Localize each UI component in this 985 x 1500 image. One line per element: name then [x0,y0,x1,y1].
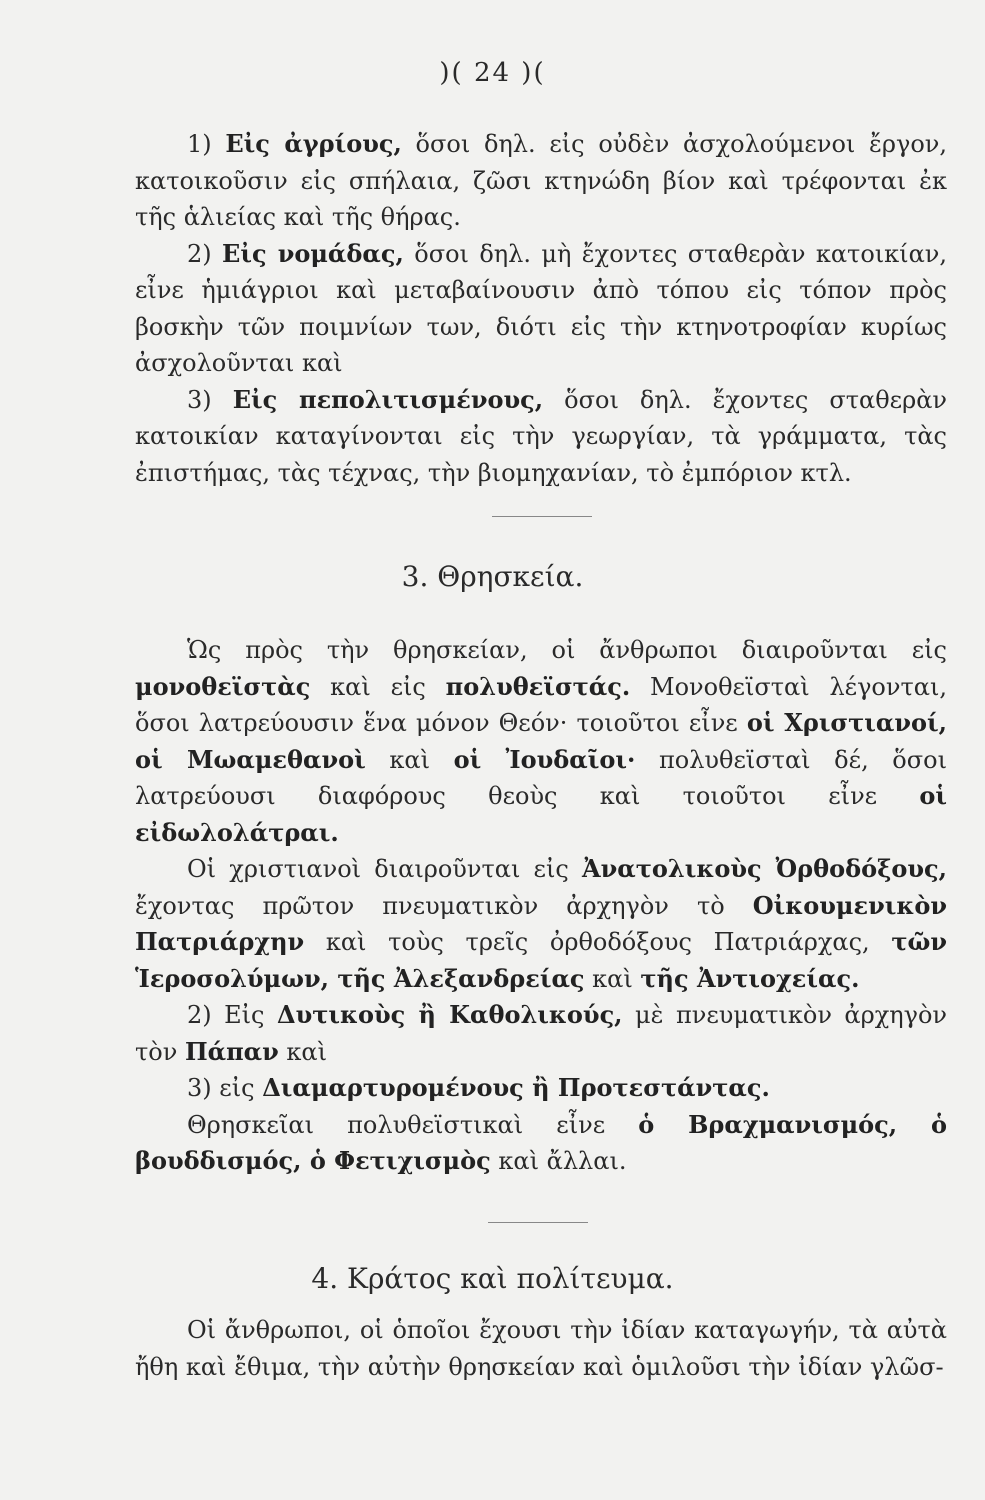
section-divider [488,1222,588,1223]
heading-state: 4. Κράτος καὶ πολίτευμα. [311,1262,674,1295]
term-savage: Εἰς ἀγρίους, [225,129,402,158]
item-3 [135,382,947,492]
religion-paragraph-5: Θρησκεῖαι πολυθεϊστικαὶ εἶνε ὁ Βραχμανισμός, ὁ βουδδισμός, ὁ Φετιχισμὸς καὶ ἄλλαι. [135,1109,948,1175]
religion-paragraph-2: Οἱ χριστιανοὶ διαιροῦνται εἰς Ἀνατολικοὺς Ὀρθοδόξους, ἔχοντας πρῶτον πνευματικὸν ἀρχηγὸν τὸ Οἰκουμενικὸν Πατριάρχην καὶ τοὺς τρεῖς ὀρθοδόξους Πατριάρχας, τῶν Ἱεροσολύμων, τῆς Ἀλεξανδρείας καὶ τῆς Ἀντιοχείας. [135,854,947,993]
section-social-classes [135,126,947,491]
item-1 [135,126,947,236]
religion-paragraph-3: 2) Εἰς Δυτικοὺς ἢ Καθολικούς, μὲ πνευματικὸν ἀρχηγὸν τὸν Πάπαν καὶ [135,1000,948,1066]
section-state [135,1312,947,1385]
page-number: )( 24 )( [439,58,546,88]
section-divider [492,516,592,517]
section-religion [135,632,947,1180]
state-paragraph-1: Οἱ ἄνθρωποι, οἱ ὁποῖοι ἔχουσι τὴν ἰδίαν καταγωγήν, τὰ αὐτὰ ἤθη καὶ ἔθιμα, τὴν αὐτὴν θρησκείαν καὶ ὁμιλοῦσι τὴν ἰδίαν γλῶσ- [135,1316,947,1381]
item-2 [135,236,947,382]
term-civilized: Εἰς πεπολιτισμένους, [232,384,544,414]
term-nomads: Εἰς νομάδας, [222,238,404,268]
item-text: ὅσοι δηλ. μὴ ἔχοντες σταθερὰν κατοικίαν, εἶνε ἡμιάγριοι καὶ μεταβαίνουσιν ἀπὸ τόπου εἰς τόπον πρὸς βοσκὴν τῶν ποιμνίων των, διότι εἰς τὴν κτηνοτροφίαν κυρίως ἀσχολοῦνται καὶ [135,239,948,377]
religion-paragraph-4: 3) εἰς Διαμαρτυρομένους ἢ Προτεστάντας. [187,1073,770,1102]
religion-paragraph-1: Ὡς πρὸς τὴν θρησκείαν, οἱ ἄνθρωποι διαιροῦνται εἰς μονοθεϊστὰς καὶ εἰς πολυθεϊστάς. Μονοθεϊσταὶ λέγονται, ὅσοι λατρεύουσιν ἕνα μόνον Θεόν· τοιοῦτοι εἶνε οἱ Χριστιανοί, οἱ Μωαμεθανοὶ καὶ οἱ Ἰουδαῖοι· πολυθεϊσταὶ δέ, ὅσοι λατρεύουσι διαφόρους θεοὺς καὶ τοιοῦτοι εἶνε οἱ εἰδωλολάτραι. [135,636,947,847]
heading-religion: 3. Θρησκεία. [401,560,584,593]
item-number: 1) [187,130,212,158]
item-text: ὅσοι δηλ. εἰς οὐδὲν ἀσχολούμενοι ἔργον, κατοικοῦσιν εἰς σπήλαια, ζῶσι κτηνώδη βίον καὶ τρέφονται ἐκ τῆς ἁλιείας καὶ τῆς θήρας. [135,130,948,231]
item-number: 2) [187,239,212,268]
item-text: ὅσοι δηλ. ἔχοντες σταθερὰν κατοικίαν καταγίνονται εἰς τὴν γεωργίαν, τὰ γράμματα, τὰς ἐπιστήμας, τὰς τέχνας, τὴν βιομηχανίαν, τὸ ἐμπόριον κτλ. [135,385,947,487]
item-number: 3) [187,385,212,414]
